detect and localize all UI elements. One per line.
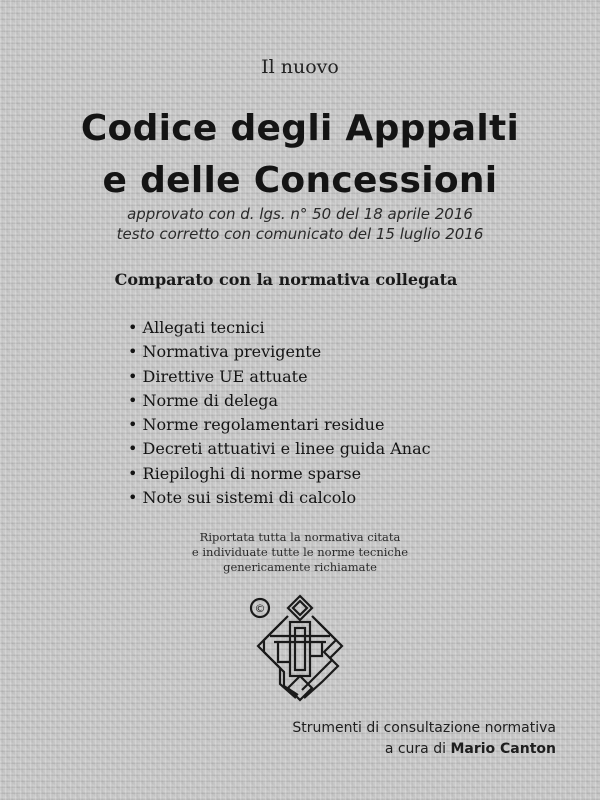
approval-line-2: testo corretto con comunicato del 15 luglio 2016 <box>116 225 484 243</box>
publisher-monogram-logo-svg <box>238 592 364 702</box>
note-line-2: e individuate tutte le norme tecniche <box>191 545 409 559</box>
feature-item: • Decreti attuativi e linee guida Anac <box>128 437 431 461</box>
comparato-heading: Comparato con la normativa collegata <box>114 270 458 289</box>
cover-kicker: Il nuovo <box>261 56 339 78</box>
author-name: Mario Canton <box>450 741 556 757</box>
feature-item: • Allegati tecnici <box>128 316 431 340</box>
note-line-3: genericamente richiamate <box>223 560 377 574</box>
feature-item: • Riepiloghi di norme sparse <box>128 462 431 486</box>
series-footer <box>0 718 556 760</box>
coverage-note <box>0 530 600 575</box>
feature-list <box>128 316 431 510</box>
book-title-line-2: e delle Concessioni <box>102 160 498 201</box>
feature-item: • Direttive UE attuate <box>128 365 431 389</box>
feature-item: • Norme regolamentari residue <box>128 413 431 437</box>
copyright-symbol: © <box>254 602 266 615</box>
book-title-line-1: Codice degli Apppalti <box>80 108 520 149</box>
approval-info <box>0 204 600 244</box>
feature-item: • Normativa previgente <box>128 340 431 364</box>
editor-line <box>0 739 556 760</box>
book-title <box>0 103 600 207</box>
series-name: Strumenti di consultazione normativa <box>292 720 556 736</box>
note-line-1: Riportata tutta la normativa citata <box>199 530 401 544</box>
publisher-monogram-logo-icon <box>238 592 364 702</box>
approval-line-1: approvato con d. lgs. n° 50 del 18 aprile 2016 <box>127 205 473 223</box>
editor-prefix: a cura di <box>384 741 451 757</box>
feature-item: • Note sui sistemi di calcolo <box>128 486 431 510</box>
feature-item: • Norme di delega <box>128 389 431 413</box>
